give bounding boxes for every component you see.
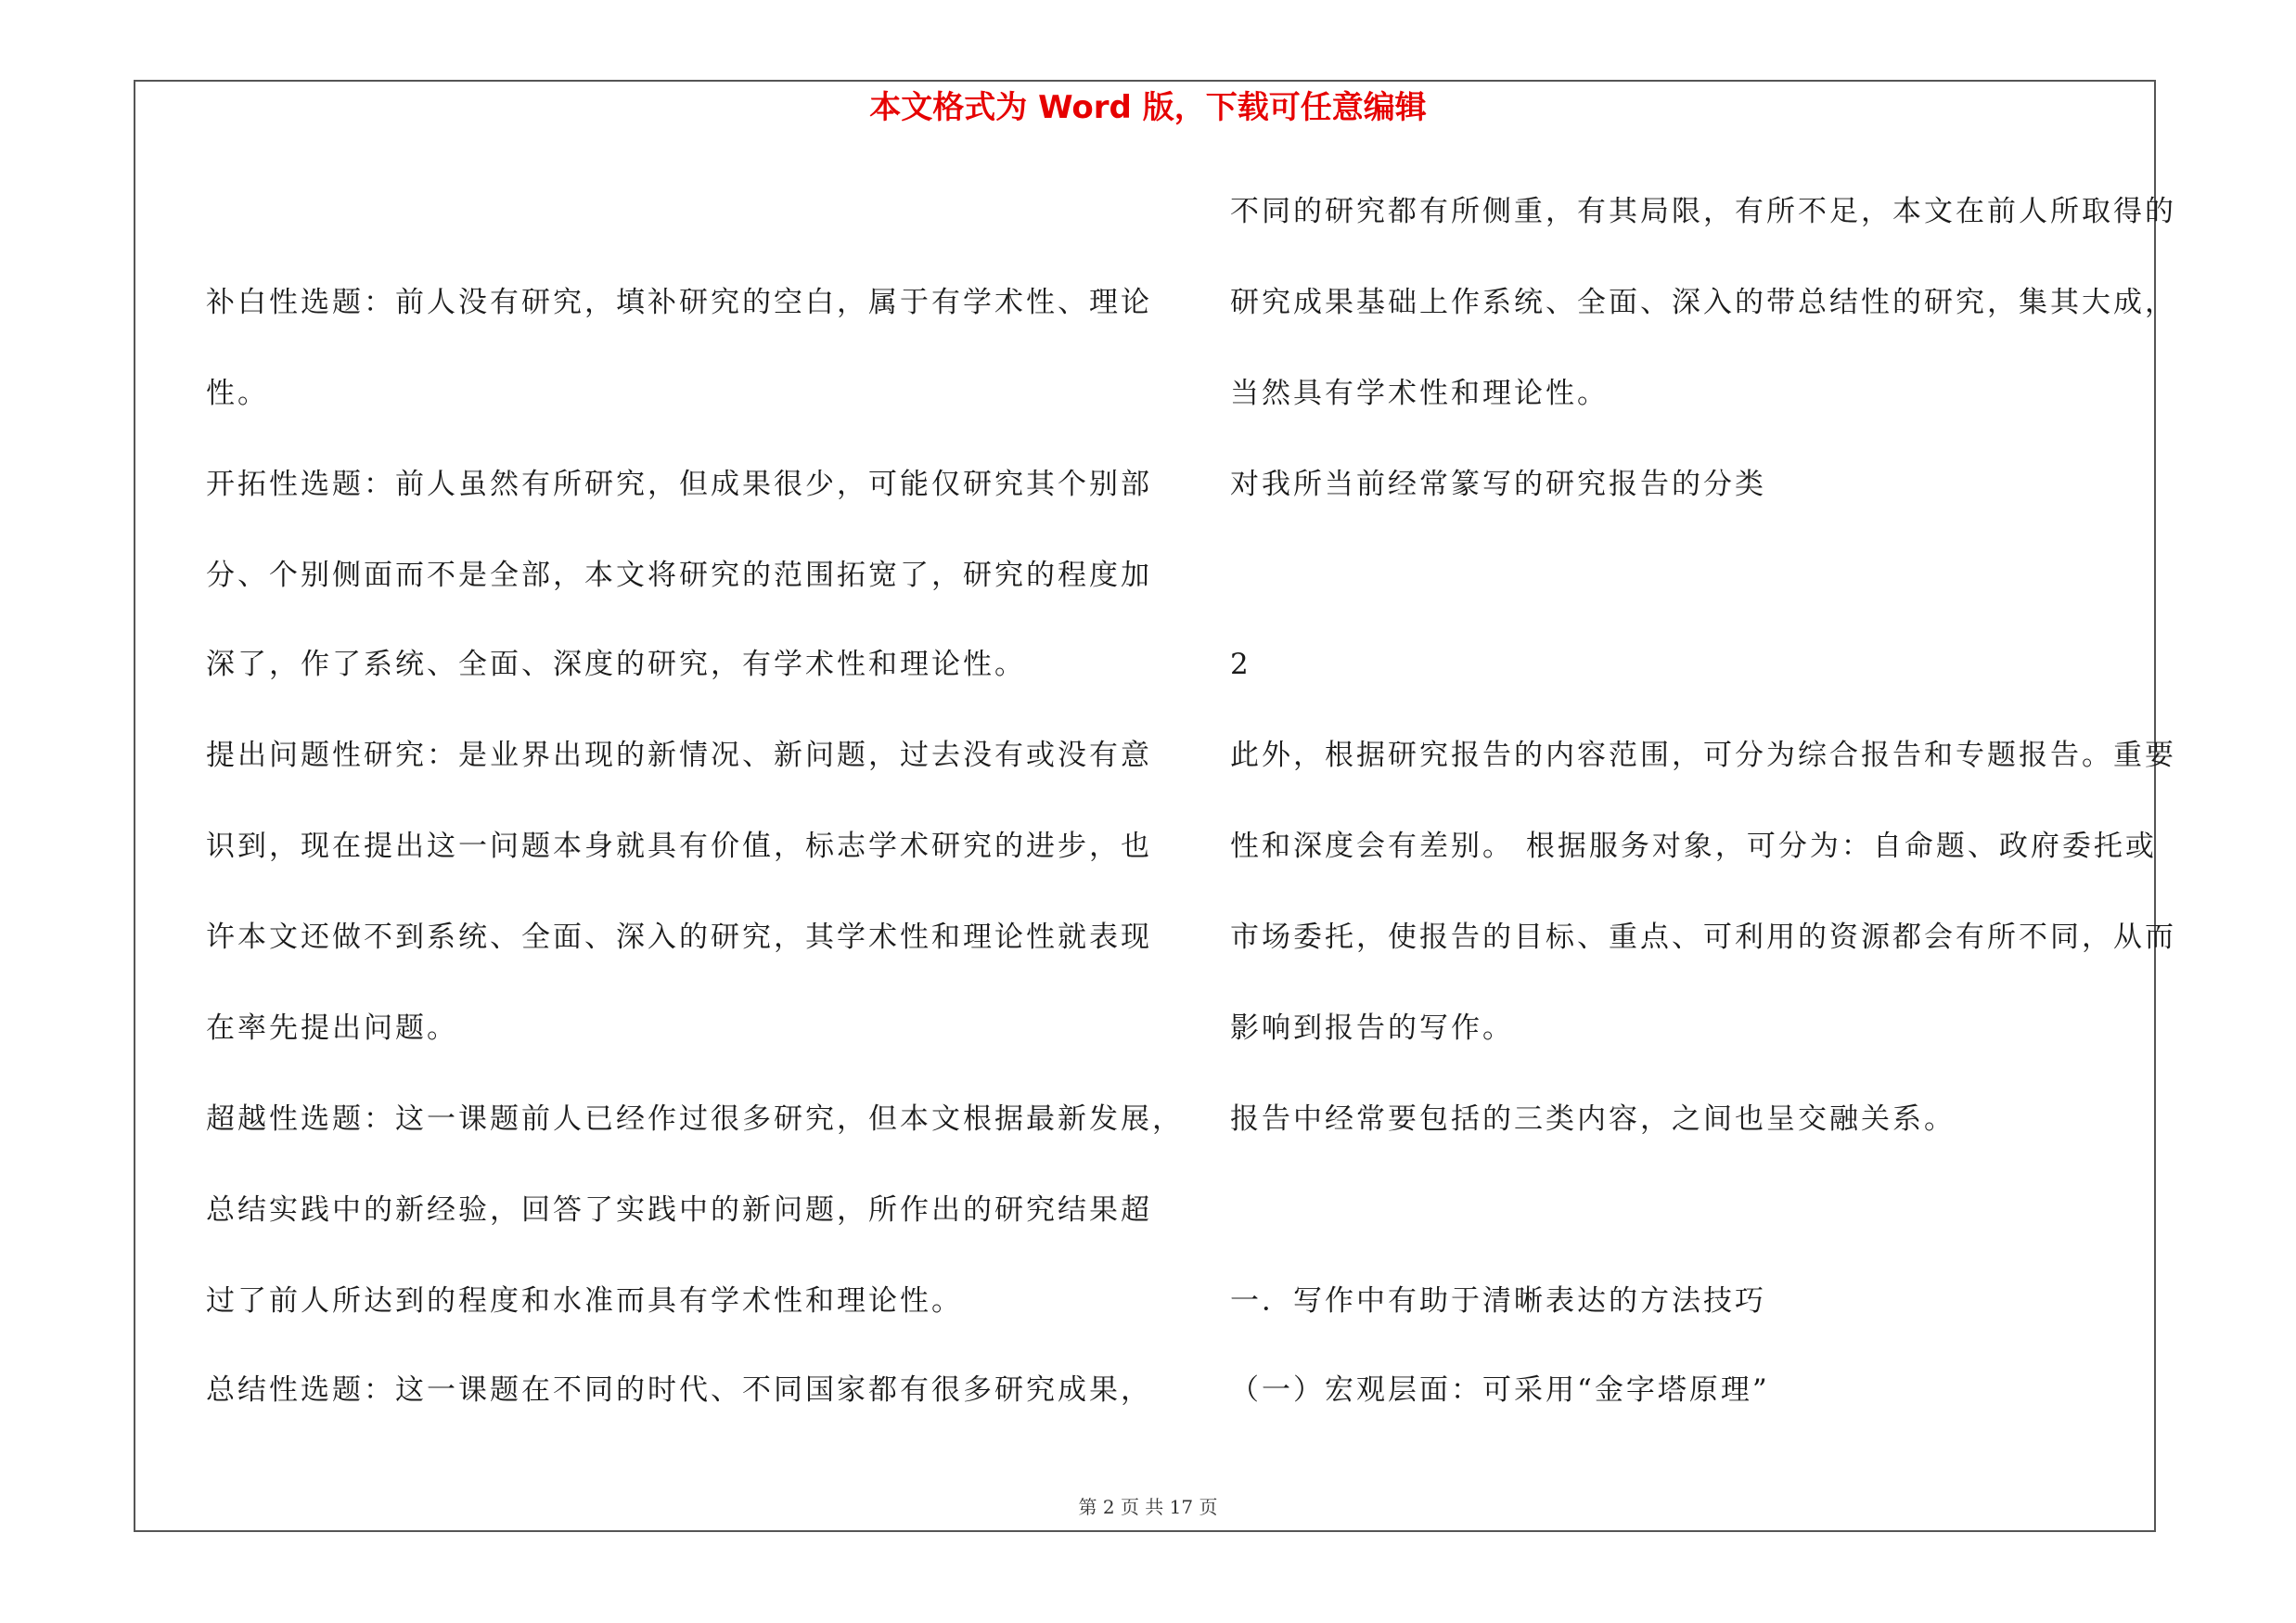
section-heading: 一．写作中有助于清晰表达的方法技巧	[1230, 1284, 1766, 1318]
text-line: 超越性选题：这一课题前人已经作过很多研究，但本文根据最新发展，	[206, 1102, 1184, 1136]
text-line: 开拓性选题：前人虽然有所研究，但成果很少，可能仅研究其个别部	[206, 468, 1152, 501]
format-banner: 本文格式为 Word 版，下载可任意编辑	[869, 89, 1427, 126]
page-footer: 第 2 页 共 17 页	[1078, 1496, 1218, 1518]
text-line: 许本文还做不到系统、全面、深入的研究，其学术性和理论性就表现	[206, 921, 1152, 954]
text-line: 识到，现在提出这一问题本身就具有价值，标志学术研究的进步，也	[206, 830, 1152, 863]
text-line: 性和深度会有差别。 根据服务对象，可分为：自命题、政府委托或	[1230, 830, 2157, 863]
subsection-heading: （一）宏观层面：可采用“金字塔原理”	[1230, 1373, 1770, 1407]
text-line: 过了前人所达到的程度和水准而具有学术性和理论性。	[206, 1284, 963, 1318]
text-line: 影响到报告的写作。	[1230, 1011, 1514, 1045]
text-line: 市场委托，使报告的目标、重点、可利用的资源都会有所不同，从而	[1230, 921, 2176, 954]
text-line: 在率先提出问题。	[206, 1011, 458, 1045]
text-line: 分、个别侧面而不是全部，本文将研究的范围拓宽了，研究的程度加	[206, 559, 1152, 592]
text-line: 深了，作了系统、全面、深度的研究，有学术性和理论性。	[206, 648, 1026, 681]
text-line: 当然具有学术性和理论性。	[1230, 377, 1609, 410]
text-line: 不同的研究都有所侧重，有其局限，有所不足，本文在前人所取得的	[1230, 195, 2176, 228]
text-line: 总结实践中的新经验，回答了实践中的新问题，所作出的研究结果超	[206, 1193, 1152, 1227]
page-number-marker: 2	[1230, 648, 1251, 681]
text-line: 性。	[206, 377, 269, 410]
text-line: 补白性选题：前人没有研究，填补研究的空白，属于有学术性、理论	[206, 286, 1152, 319]
text-line: 对我所当前经常篆写的研究报告的分类	[1230, 468, 1766, 501]
text-line: 此外，根据研究报告的内容范围，可分为综合报告和专题报告。重要	[1230, 739, 2176, 772]
text-line: 总结性选题：这一课题在不同的时代、不同国家都有很多研究成果，	[206, 1373, 1152, 1407]
text-line: 报告中经常要包括的三类内容，之间也呈交融关系。	[1230, 1102, 1956, 1136]
text-line: 研究成果基础上作系统、全面、深入的带总结性的研究，集其大成，	[1230, 286, 2176, 319]
text-line: 提出问题性研究：是业界出现的新情况、新问题，过去没有或没有意	[206, 739, 1152, 772]
